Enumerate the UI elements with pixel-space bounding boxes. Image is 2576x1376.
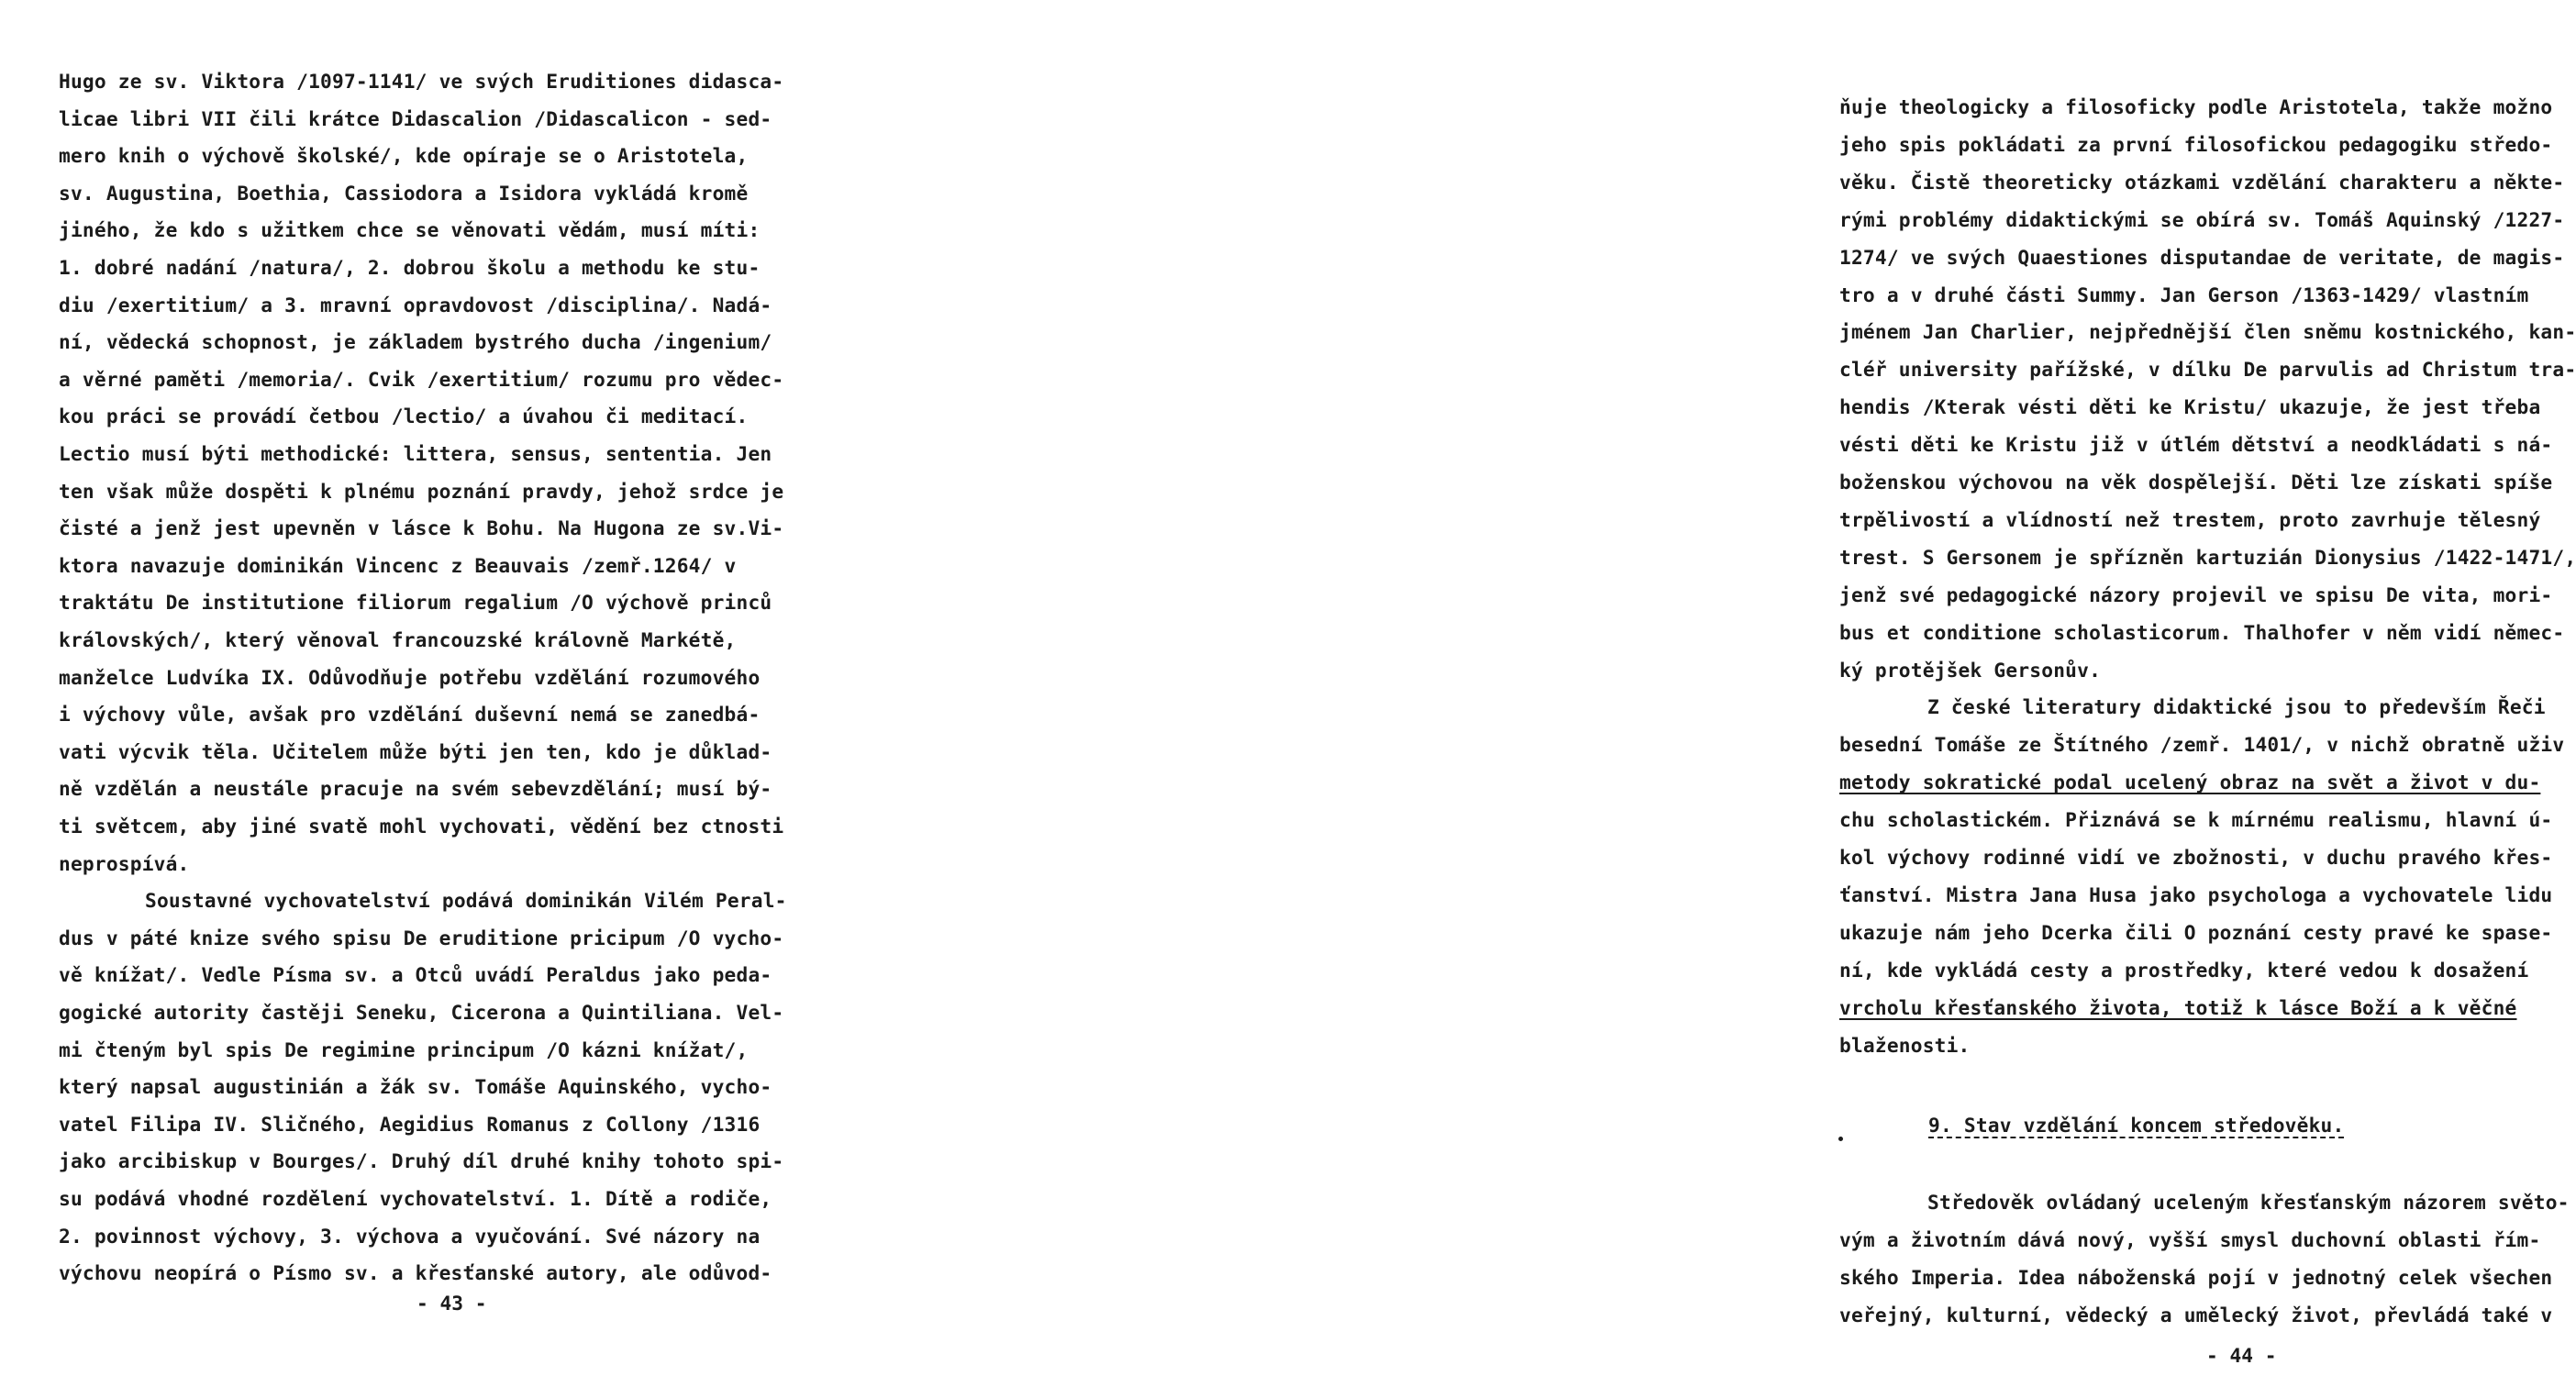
- text-line: jako arcibiskup v Bourges/. Druhý díl druhé knihy tohoto spi-: [59, 1149, 784, 1173]
- text-line: su podává vhodné rozdělení vychovatelství. 1. Dítě a rodiče,: [59, 1187, 772, 1210]
- right-page: [891, 0, 2576, 1376]
- text-line: ně vzdělán a neustále pracuje na svém sebevzdělání; musí bý-: [59, 777, 772, 801]
- text-line: ňuje theologicky a filosoficky podle Aristotela, takže možno: [1839, 95, 2553, 118]
- text-line: tro a v druhé části Summy. Jan Gerson /1363-1429/ vlastním: [1839, 283, 2529, 306]
- text-line: vrcholu křesťanského života, totiž k lásce Boží a k věčné: [1839, 995, 2517, 1019]
- text-line: sv. Augustina, Boethia, Cassiodora a Isidora vykládá kromě: [59, 181, 749, 205]
- text-line: trest. S Gersonem je spřízněn kartuzián Dionysius /1422-1471/,: [1839, 545, 2576, 569]
- text-line: jenž své pedagogické názory projevil ve spisu De vita, mori-: [1839, 583, 2553, 606]
- text-line: jménem Jan Charlier, nejpřednější člen sněmu kostnického, kan-: [1839, 320, 2576, 344]
- text-line: metody sokratické podal ucelený obraz na svět a život v du-: [1839, 771, 2541, 794]
- text-line: 1. dobré nadání /natura/, 2. dobrou školu a methodu ke stu-: [59, 256, 761, 279]
- text-line: trpělivostí a vlídností než trestem, proto zavrhuje tělesný: [1839, 507, 2541, 531]
- text-line: mero knih o výchově školské/, kde opíraje se o Aristotela,: [59, 144, 749, 168]
- text-line: bus et conditione scholasticorum. Thalhofer v něm vidí němec-: [1839, 620, 2565, 644]
- text-line: ťanství. Mistra Jana Husa jako psychologa a vychovatele lidu: [1839, 882, 2553, 906]
- text-line: vésti děti ke Kristu již v útlém dětství a neodkládati s ná-: [1839, 433, 2553, 457]
- text-line: veřejný, kulturní, vědecký a umělecký život, převládá také v: [1839, 1303, 2553, 1326]
- text-line: ti světcem, aby jiné svatě mohl vychovati, vědění bez ctnosti: [59, 815, 784, 838]
- text-line: 1274/ ve svých Quaestiones disputandae de veritate, de magis-: [1839, 245, 2565, 269]
- text-line: licae libri VII čili krátce Didascalion /Didascalicon - sed-: [59, 106, 772, 130]
- text-line: diu /exertitium/ a 3. mravní opravdovost /disciplina/. Nadá-: [59, 293, 772, 316]
- text-line: ten však může dospěti k plnému poznání pravdy, jehož srdce je: [59, 479, 784, 503]
- text-line: královských/, který věnoval francouzské královně Markétě,: [59, 628, 737, 651]
- text-line: jeho spis pokládati za první filosofickou pedagogiku středo-: [1839, 132, 2553, 156]
- text-line: Z české literatury didaktické jsou to především Řeči: [1927, 695, 2546, 719]
- text-line: čisté a jenž jest upevněn v lásce k Bohu. Na Hugona ze sv.Vi-: [59, 516, 784, 540]
- text-line: Lectio musí býti methodické: littera, sensus, sententia. Jen: [59, 442, 772, 465]
- margin-mark: [1838, 1137, 1843, 1141]
- text-line: ký protějšek Gersonův.: [1839, 658, 2102, 682]
- text-line: ského Imperia. Idea náboženská pojí v jednotný celek všechen: [1839, 1265, 2553, 1289]
- text-line: boženskou výchovou na věk dospělejší. Děti lze získati spíše: [1839, 471, 2553, 494]
- text-line: ní, kde vykládá cesty a prostředky, které vedou k dosažení: [1839, 958, 2529, 982]
- text-line: věku. Čistě theoreticky otázkami vzdělání charakteru a někte-: [1839, 170, 2565, 194]
- text-line: a věrné paměti /memoria/. Cvik /exertitium/ rozumu pro vědec-: [59, 367, 784, 391]
- page-number-left: - 43 -: [416, 1292, 487, 1315]
- text-line: neprospívá.: [59, 851, 190, 875]
- text-line: kou práci se provádí četbou /lectio/ a úvahou či meditací.: [59, 405, 749, 428]
- text-line: kol výchovy rodinné vidí ve zbožnosti, v duchu pravého křes-: [1839, 846, 2553, 869]
- left-page: [0, 0, 891, 1376]
- text-line: blaženosti.: [1839, 1033, 1971, 1057]
- text-line: ní, vědecká schopnost, je základem bystrého ducha /ingenium/: [59, 330, 772, 354]
- text-line: traktátu De institutione filiorum regalium /O výchově princů: [59, 591, 772, 615]
- text-line: i výchovy vůle, avšak pro vzdělání duševní nemá se zanedbá-: [59, 703, 761, 727]
- text-line: Hugo ze sv. Viktora /1097-1141/ ve svých Eruditiones didasca-: [59, 70, 784, 93]
- text-line: rými problémy didaktickými se obírá sv. Tomáš Aquinský /1227-: [1839, 207, 2565, 231]
- text-line: vě knížat/. Vedle Písma sv. a Otců uvádí Peraldus jako peda-: [59, 963, 772, 987]
- text-line: který napsal augustinián a žák sv. Tomáše Aquinského, vycho-: [59, 1075, 772, 1099]
- section-heading: 9. Stav vzdělání koncem středověku.: [1928, 1114, 2345, 1137]
- page-number-right: - 44 -: [2206, 1344, 2277, 1367]
- text-line: vati výcvik těla. Učitelem může býti jen ten, kdo je důklad-: [59, 739, 772, 763]
- text-line: mi čteným byl spis De regimine principum /O kázni knížat/,: [59, 1038, 749, 1061]
- text-line: manželce Ludvíka IX. Odůvodňuje potřebu vzdělání rozumového: [59, 665, 761, 689]
- text-line: hendis /Kterak vésti děti ke Kristu/ ukazuje, že jest třeba: [1839, 395, 2541, 419]
- text-line: dus v páté knize svého spisu De eruditione pricipum /O vycho-: [59, 926, 784, 949]
- text-line: vatel Filipa IV. Sličného, Aegidius Romanus z Collony /1316: [59, 1112, 761, 1136]
- text-line: jiného, že kdo s užitkem chce se věnovati vědám, musí míti:: [59, 218, 761, 242]
- text-line: gogické autority častěji Seneku, Cicerona a Quintiliana. Vel-: [59, 1001, 784, 1024]
- text-line: vým a životním dává nový, vyšší smysl duchovní oblasti řím-: [1839, 1227, 2541, 1251]
- text-line: cléř university pařížské, v dílku De parvulis ad Christum tra-: [1839, 358, 2576, 382]
- text-line: Soustavné vychovatelství podává dominikán Vilém Peral-: [145, 889, 787, 913]
- text-line: besední Tomáše ze Štítného /zemř. 1401/, v nichž obratně uživ: [1839, 733, 2565, 757]
- text-line: výchovu neopírá o Písmo sv. a křesťanské autory, ale odůvod-: [59, 1261, 772, 1285]
- text-line: chu scholastickém. Přiznává se k mírnému realismu, hlavní ú-: [1839, 808, 2553, 832]
- text-line: Středověk ovládaný uceleným křesťanským názorem světo-: [1927, 1191, 2570, 1214]
- text-line: 2. povinnost výchovy, 3. výchova a vyučování. Své názory na: [59, 1224, 761, 1248]
- text-line: ktora navazuje dominikán Vincenc z Beauvais /zemř.1264/ v: [59, 553, 737, 577]
- text-line: ukazuje nám jeho Dcerka čili O poznání cesty pravé ke spase-: [1839, 920, 2553, 944]
